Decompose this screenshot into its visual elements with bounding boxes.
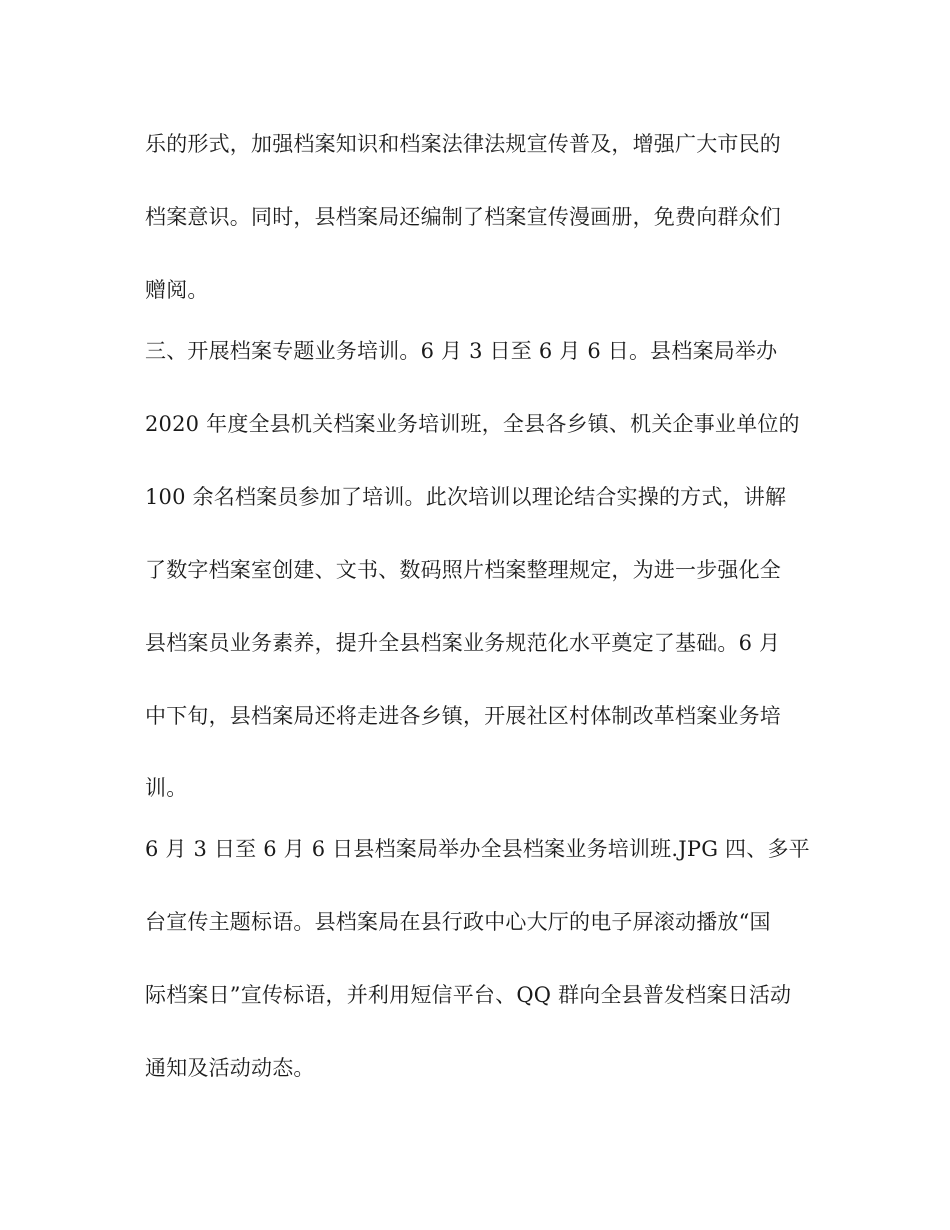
section-heading-line: 三、开展档案专题业务培训。6 月 3 日至 6 月 6 日。县档案局举办 (145, 339, 778, 363)
text-line: 100 余名档案员参加了培训。此次培训以理论结合实操的方式，讲解 (145, 485, 787, 509)
section-heading-line: 6 月 3 日至 6 月 6 日县档案局举办全县档案业务培训班.JPG 四、多平 (145, 837, 810, 861)
text-line: 赠阅。 (145, 278, 209, 302)
text-line: 档案意识。同时，县档案局还编制了档案宣传漫画册，免费向群众们 (145, 205, 781, 229)
text-line: 际档案日”宣传标语，并利用短信平台、QQ 群向全县普发档案日活动 (145, 983, 792, 1007)
text-line: 乐的形式，加强档案知识和档案法律法规宣传普及，增强广大市民的 (145, 132, 781, 156)
text-line: 2020 年度全县机关档案业务培训班，全县各乡镇、机关企事业单位的 (145, 412, 800, 436)
text-line: 中下旬，县档案局还将走进各乡镇，开展社区村体制改革档案业务培 (145, 704, 781, 728)
text-line: 县档案员业务素养，提升全县档案业务规范化水平奠定了基础。6 月 (145, 631, 781, 655)
text-line: 了数字档案室创建、文书、数码照片档案整理规定，为进一步强化全 (145, 558, 781, 582)
text-line: 训。 (145, 776, 188, 800)
text-line: 通知及活动动态。 (145, 1056, 315, 1080)
text-line: 台宣传主题标语。县档案局在县行政中心大厅的电子屏滚动播放“国 (145, 910, 771, 934)
